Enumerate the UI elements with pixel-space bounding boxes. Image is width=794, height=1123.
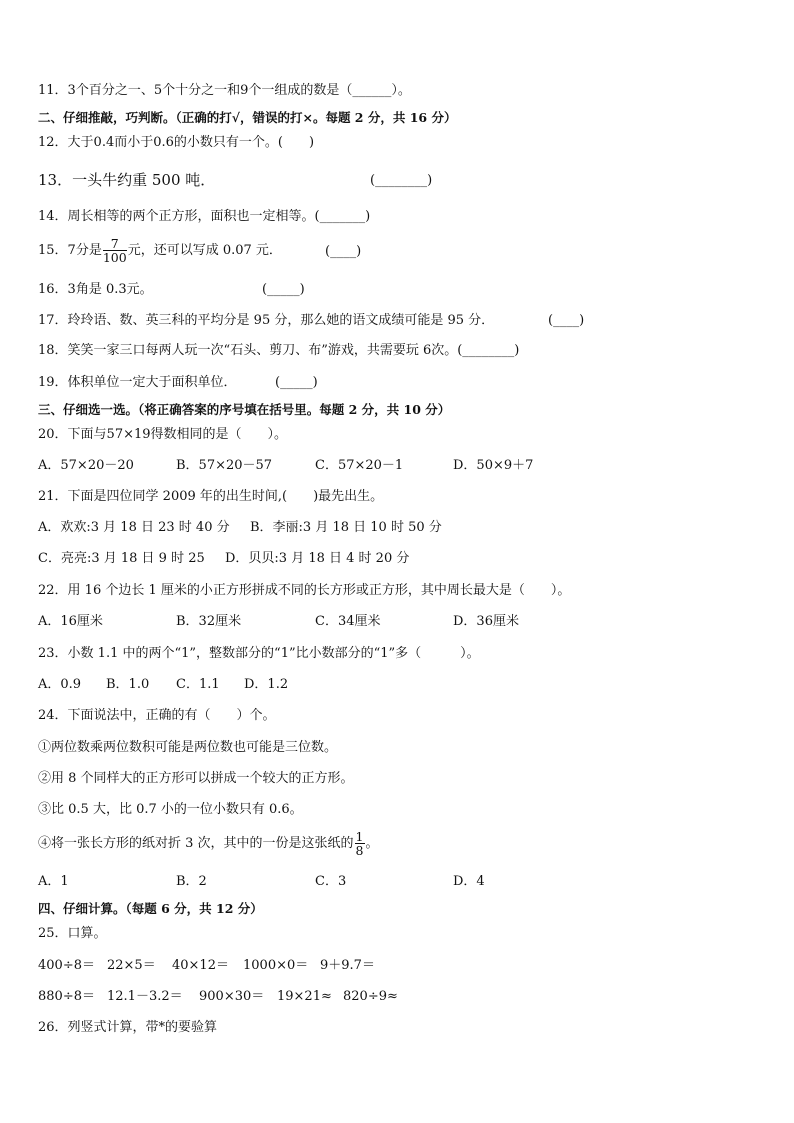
question-15-fraction — [103, 237, 127, 264]
question-19-blank[interactable]: (_____) — [275, 375, 318, 390]
oral-calc-item: 12.1－3.2＝ — [107, 989, 183, 1004]
question-25: 25．口算。 — [38, 926, 107, 941]
q24-option-c[interactable]: C．3 — [315, 874, 347, 889]
q21-option-c[interactable]: C．亮亮:3 月 18 日 9 时 25 — [38, 551, 205, 566]
question-15-blank[interactable]: (____) — [325, 244, 362, 259]
oral-calc-item: 1000×0＝ — [243, 958, 309, 973]
q24-option-d[interactable]: D．4 — [453, 874, 485, 889]
oral-calc-item: 22×5＝ — [107, 958, 156, 973]
fraction-denominator: 100 — [102, 250, 127, 265]
question-17-blank[interactable]: (____) — [548, 313, 585, 328]
q24-statement-4-suffix: 。 — [365, 836, 379, 851]
question-19: 19．体积单位一定大于面积单位． — [38, 375, 237, 390]
q24-statement-3: ③比 0.5 大，比 0.7 小的一位小数只有 0.6。 — [38, 802, 303, 817]
q22-option-d[interactable]: D．36厘米 — [453, 614, 519, 629]
question-22: 22．用 16 个边长 1 厘米的小正方形拼成不同的长方形或正方形，其中周长最大是（ ）。 — [38, 583, 571, 598]
question-23: 23．小数 1.1 中的两个“1”，整数部分的“1”比小数部分的“1”多（ ）。 — [38, 646, 480, 661]
q24-statement-4 — [38, 829, 379, 859]
q21-option-d[interactable]: D．贝贝:3 月 18 日 4 时 20 分 — [225, 551, 410, 566]
q20-option-c[interactable]: C．57×20－1 — [315, 458, 404, 473]
q20-option-b[interactable]: B．57×20－57 — [176, 458, 273, 473]
q20-option-d[interactable]: D．50×9＋7 — [453, 458, 534, 473]
question-11: 11．3个百分之一、5个十分之一和9个一组成的数是（______）。 — [38, 83, 411, 98]
question-13: 13．一头牛约重 500 吨． — [38, 171, 216, 189]
question-13-blank[interactable]: (________) — [370, 173, 433, 188]
question-15-suffix: 元，还可以写成 0.07 元． — [127, 243, 282, 258]
question-24: 24．下面说法中，正确的有（ ）个。 — [38, 708, 276, 723]
question-17: 17．玲玲语、数、英三科的平均分是 95 分，那么她的语文成绩可能是 95 分． — [38, 313, 495, 328]
oral-calc-item: 900×30＝ — [199, 989, 265, 1004]
q24-option-a[interactable]: A．1 — [38, 874, 69, 889]
section-4-header: 四、仔细计算。（每题 6 分，共 12 分） — [38, 901, 263, 916]
q21-option-a[interactable]: A．欢欢:3 月 18 日 23 时 40 分 — [38, 520, 230, 535]
fraction-numerator: 7 — [103, 237, 127, 251]
oral-calc-item: 40×12＝ — [172, 958, 229, 973]
question-16-blank[interactable]: (_____) — [262, 282, 305, 297]
q21-option-b[interactable]: B．李丽:3 月 18 日 10 时 50 分 — [250, 520, 442, 535]
q24-statement-2: ②用 8 个同样大的正方形可以拼成一个较大的正方形。 — [38, 771, 354, 786]
section-2-header: 二、仔细推敲，巧判断。（正确的打√，错误的打×。每题 2 分，共 16 分） — [38, 110, 457, 125]
oral-calc-item: 820÷9≈ — [343, 989, 398, 1004]
oral-calc-item: 19×21≈ — [277, 989, 332, 1004]
fraction-numerator: 1 — [355, 829, 364, 844]
question-12: 12．大于0.4而小于0.6的小数只有一个。( ) — [38, 135, 315, 150]
question-20: 20．下面与57×19得数相同的是（ ）。 — [38, 427, 288, 442]
question-18: 18．笑笑一家三口每两人玩一次“石头、剪刀、布”游戏，共需要玩 6次。(________) — [38, 343, 520, 358]
question-15 — [38, 236, 282, 266]
question-26: 26．列竖式计算，带*的要验算 — [38, 1020, 218, 1035]
oral-calc-item: 880÷8＝ — [38, 989, 95, 1004]
question-21: 21．下面是四位同学 2009 年的出生时间,( )最先出生。 — [38, 489, 384, 504]
q20-option-a[interactable]: A．57×20－20 — [38, 458, 134, 473]
q22-option-a[interactable]: A．16厘米 — [38, 614, 103, 629]
question-14: 14．周长相等的两个正方形，面积也一定相等。(_______) — [38, 209, 371, 224]
q24-statement-4-fraction — [355, 830, 365, 857]
q24-statement-4-prefix: ④将一张长方形的纸对折 3 次，其中的一份是这张纸的 — [38, 836, 354, 851]
question-15-prefix: 15．7分是 — [38, 243, 102, 258]
section-3-header: 三、仔细选一选。（将正确答案的序号填在括号里。每题 2 分，共 10 分） — [38, 402, 451, 417]
q23-option-a[interactable]: A．0.9 — [38, 677, 82, 692]
oral-calc-item: 9＋9.7＝ — [320, 958, 375, 973]
q24-option-b[interactable]: B．2 — [176, 874, 207, 889]
q23-option-d[interactable]: D．1.2 — [244, 677, 289, 692]
q23-option-c[interactable]: C．1.1 — [176, 677, 220, 692]
oral-calc-item: 400÷8＝ — [38, 958, 95, 973]
question-16: 16．3角是 0.3元。 — [38, 282, 153, 297]
q24-statement-1: ①两位数乘两位数积可能是两位数也可能是三位数。 — [38, 740, 338, 755]
q22-option-c[interactable]: C．34厘米 — [315, 614, 381, 629]
fraction-denominator: 8 — [355, 843, 364, 858]
q23-option-b[interactable]: B．1.0 — [106, 677, 150, 692]
q22-option-b[interactable]: B．32厘米 — [176, 614, 242, 629]
